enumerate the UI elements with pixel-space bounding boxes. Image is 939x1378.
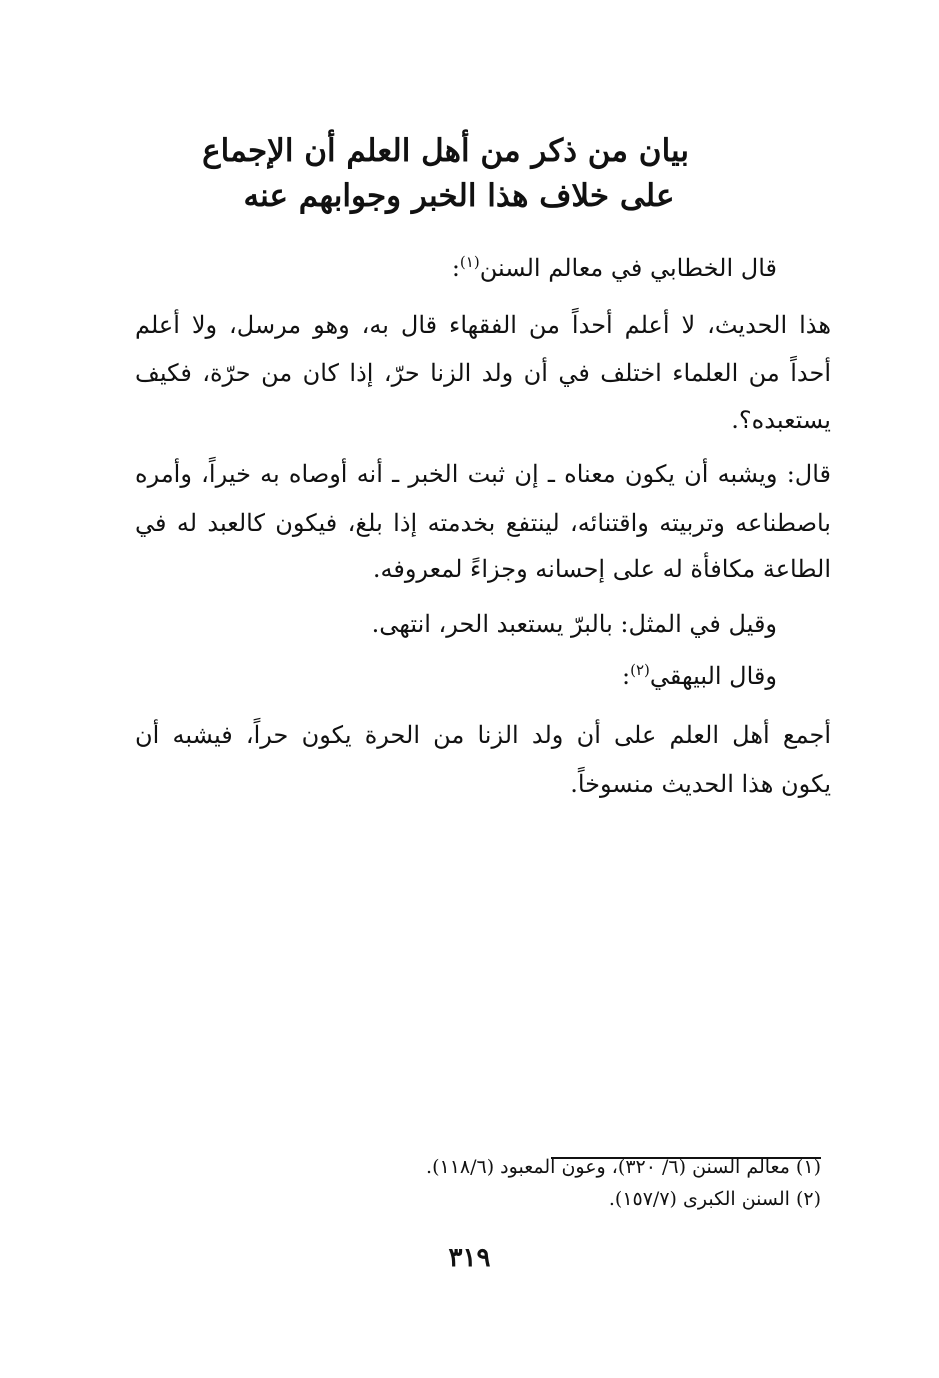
bayhaqi-intro [622,661,777,690]
footnote-ref-2: (٢) [630,661,650,679]
bayhaqi-intro-text: وقال البيهقي [649,662,777,690]
paragraph-1-line-1: هذا الحديث، لا أعلم أحداً من الفقهاء قال به، وهو مرسل، ولا أعلم [135,311,831,339]
paragraph-2-line-3: الطاعة مكافأة له على إحسانه وجزاءً لمعروفه. [372,555,831,583]
khattabi-intro [451,253,777,282]
chapter-heading-line-2: على خلاف هذا الخبر وجوابهم عنه [243,178,675,214]
paragraph-1-line-2: أحداً من العلماء اختلف في أن ولد الزنا حرّ، إذا كان من حرّة، فكيف [135,359,831,387]
chapter-heading-line-1: بيان من ذكر من أهل العلم أن الإجماع [202,133,689,169]
paragraph-2-line-1: قال: ويشبه أن يكون معناه ـ إن ثبت الخبر ـ أنه أوصاه به خيراً، وأمره [135,460,831,488]
khattabi-intro-text: قال الخطابي في معالم السنن [479,254,777,282]
paragraph-4-line-2: يكون هذا الحديث منسوخاً. [570,770,831,798]
paragraph-4-line-1: أجمع أهل العلم على أن ولد الزنا من الحرة يكون حراً، فيشبه أن [135,721,831,749]
page-number: ٣١٩ [448,1243,491,1273]
footnote-1: (١) معالم السنن (٦/ ٣٢٠)، وعون المعبود (١١٨/٦). [426,1156,821,1178]
paragraph-1-line-3: يستعبده؟. [731,406,831,434]
footnote-ref-1: (١) [459,253,480,271]
khattabi-intro-colon: : [451,254,460,282]
bayhaqi-intro-colon: : [622,662,631,690]
paragraph-2-line-2: باصطناعه وتربيته واقتنائه، لينتفع بخدمته إذا بلغ، فيكون كالعبد له في [135,509,831,537]
footnote-2: (٢) السنن الكبرى (١٥٧/٧). [608,1188,821,1210]
paragraph-3-proverb: وقيل في المثل: بالبرّ يستعبد الحر، انتهى. [371,610,777,638]
